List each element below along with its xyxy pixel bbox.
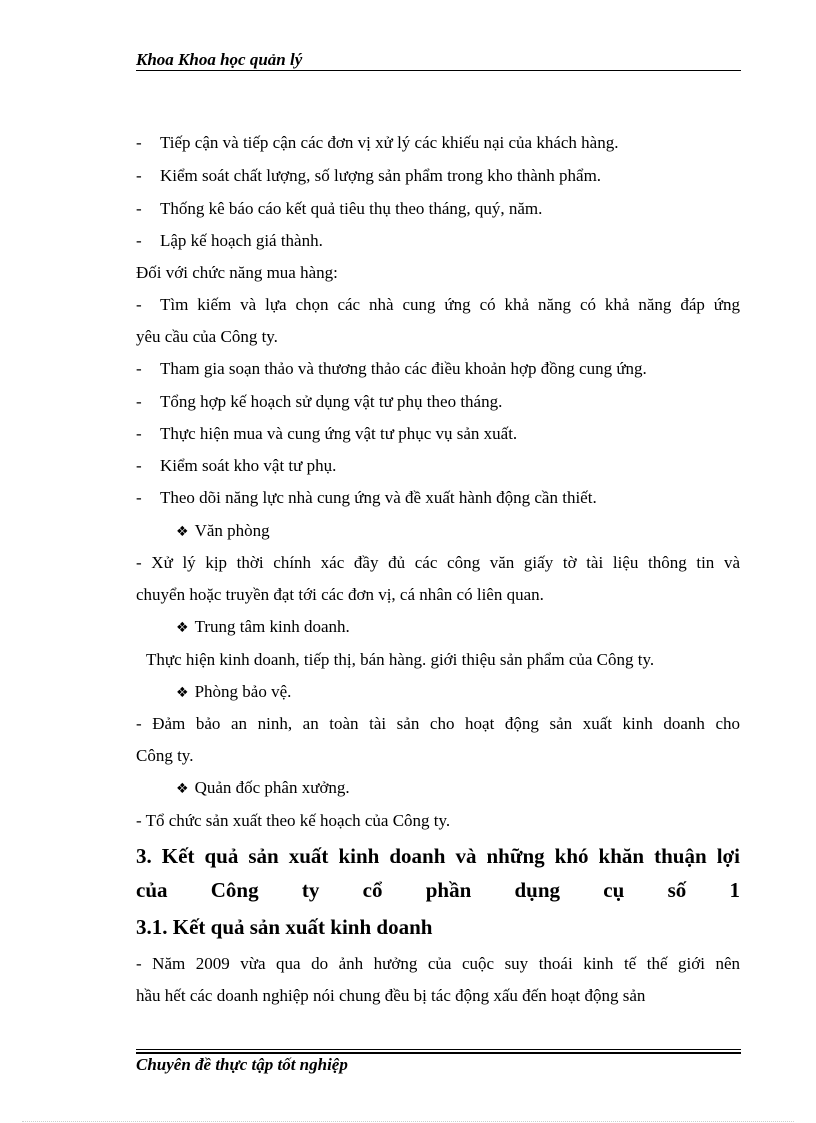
footer-title: Chuyên đề thực tập tốt nghiệp: [136, 1055, 348, 1074]
heading-3-line: 3. Kết quả sản xuất kinh doanh và những khó khăn thuận lợi: [136, 844, 740, 868]
diamond-bullet-icon: ❖: [176, 620, 189, 636]
heading-3-line: của Công ty cổ phần dụng cụ số 1: [136, 878, 740, 902]
document-page: Khoa Khoa học quản lý - Tiếp cận và tiếp cận các đơn vị xử lý các khiếu nại của khách hàng. - Kiểm soát chất lượng, số lượng sản phẩm trong kho thành phẩm. - Thống kê báo cáo kết quả tiêu thụ theo tháng, quý, năm. - Lập kế hoạch giá thành. Đối với chức năng mua hàng: - Tìm kiếm và lựa chọn các nhà cung ứng có khả năng có khả năng đáp ứng yêu cầu của Công ty. - Tham gia soạn thảo và thương thảo các điều khoản hợp đồng cung ứng. - Tổng hợp kế hoạch sử dụng vật tư phụ theo tháng. - Thực hiện mua và cung ứng vật tư phục vụ sản xuất. - Kiểm soát kho vật tư phụ. - Theo dõi năng lực nhà cung ứng và đề xuất hành động cần thiết. ❖ Văn phòng - Xử lý kịp thời chính xác đầy đủ các công văn giấy tờ tài liệu thông tin và chuyển hoặc truyền đạt tới các đơn vị, cá nhân có liên quan. ❖ Trung tâm kinh doanh. Thực hiện kinh doanh, tiếp thị, bán hàng. giới thiệu sản phẩm của Công ty. ❖ Phòng bảo vệ. - Đảm bảo an ninh, an toàn tài sản cho hoạt động sản xuất kinh doanh cho Công ty. ❖ Quản đốc phân xưởng. - Tổ chức sản xuất theo kế hoạch của Công ty. 3. Kết quả sản xuất kinh doanh và những khó khăn thuận lợi của Công ty cổ phần dụng cụ số 1 3.1. Kết quả sản xuất kinh doanh - Năm 2009 vừa qua do ảnh hưởng của cuộc suy thoái kinh tế thế giới nên hầu hết các doanh nghiệp nói chung đều bị tác động xấu đến hoạt động sản Chuyên đề thực tập tốt nghiệp: [0, 0, 816, 1123]
list-item-continuation: yêu cầu của Công ty.: [136, 327, 278, 346]
office-paragraph-line: - Xử lý kịp thời chính xác đầy đủ các công văn giấy tờ tài liệu thông tin và: [136, 553, 740, 572]
workshop-paragraph-line: - Tổ chức sản xuất theo kế hoạch của Công ty.: [136, 811, 451, 830]
purchasing-intro: Đối với chức năng mua hàng:: [136, 263, 338, 282]
section-workshop-title: ❖ Quản đốc phân xưởng.: [176, 778, 350, 797]
heading-3-1: 3.1. Kết quả sản xuất kinh doanh: [136, 915, 433, 939]
section-business-title: ❖ Trung tâm kinh doanh.: [176, 617, 350, 636]
section-office-title: ❖ Văn phòng: [176, 521, 270, 540]
page-edge: [22, 1121, 794, 1122]
security-paragraph-line: Công ty.: [136, 746, 194, 765]
diamond-bullet-icon: ❖: [176, 781, 189, 797]
business-paragraph-line: Thực hiện kinh doanh, tiếp thị, bán hàng. giới thiệu sản phẩm của Công ty.: [146, 650, 655, 669]
diamond-bullet-icon: ❖: [176, 685, 189, 701]
diamond-bullet-icon: ❖: [176, 524, 189, 540]
footer-rule: [136, 1052, 741, 1054]
body-paragraph-line: hầu hết các doanh nghiệp nói chung đều bị tác động xấu đến hoạt động sản: [136, 986, 646, 1005]
footer-rule: [136, 1049, 741, 1050]
header-rule: [136, 70, 741, 71]
security-paragraph-line: - Đảm bảo an ninh, an toàn tài sản cho hoạt động sản xuất kinh doanh cho: [136, 714, 740, 733]
body-paragraph-line: - Năm 2009 vừa qua do ảnh hưởng của cuộc suy thoái kinh tế thế giới nên: [136, 954, 740, 973]
office-paragraph-line: chuyển hoặc truyền đạt tới các đơn vị, cá nhân có liên quan.: [136, 585, 544, 604]
header-title: Khoa Khoa học quản lý: [136, 50, 303, 69]
section-security-title: ❖ Phòng bảo vệ.: [176, 682, 292, 701]
